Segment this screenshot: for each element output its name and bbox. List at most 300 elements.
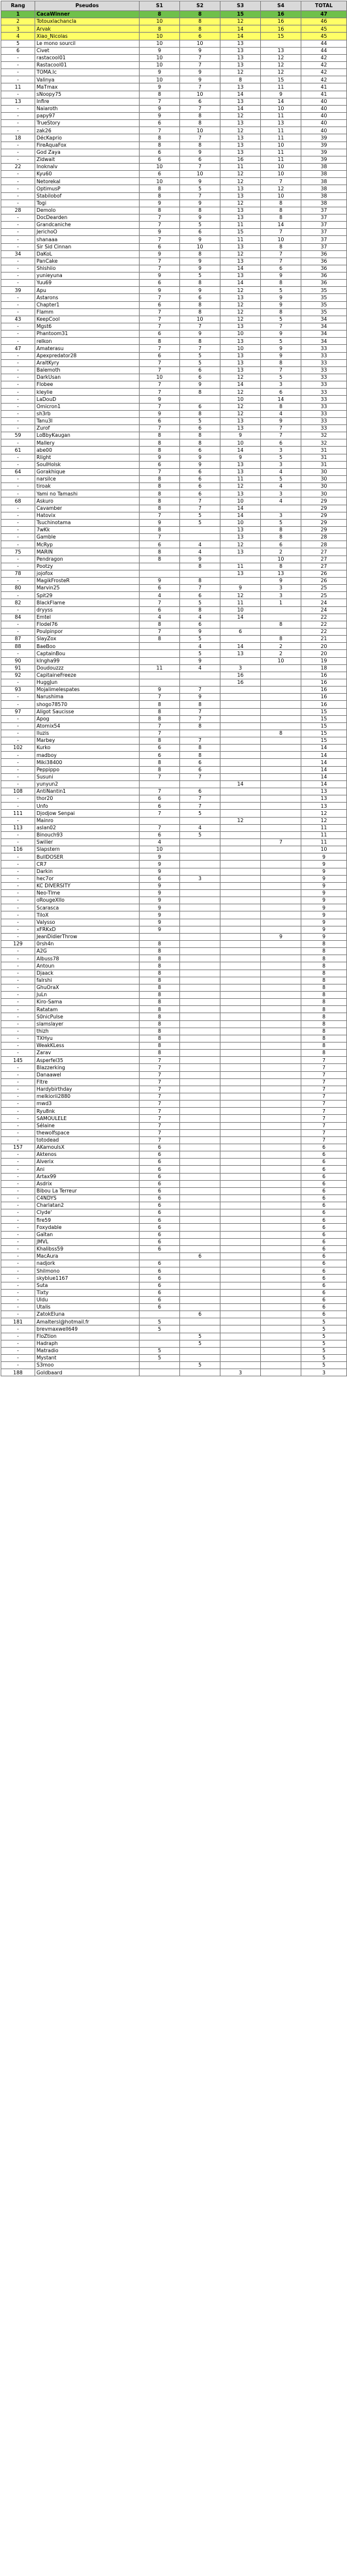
- rank-cell: -: [1, 1020, 35, 1028]
- table-row: [1, 76, 347, 83]
- s1-cell: 7: [140, 1108, 180, 1115]
- rank-cell: -: [1, 577, 35, 584]
- s1-cell: 10: [140, 54, 180, 61]
- rank-cell: -: [1, 243, 35, 250]
- rank-cell: -: [1, 120, 35, 127]
- total-cell: 15: [301, 715, 347, 722]
- s2-cell: 8: [180, 25, 220, 33]
- rank-cell: -: [1, 861, 35, 868]
- pseudo-cell: DocDearden: [35, 214, 140, 221]
- s3-cell: [220, 708, 261, 715]
- s1-cell: 8: [140, 1028, 180, 1035]
- s1-cell: 6: [140, 1231, 180, 1238]
- s2-cell: 8: [180, 432, 220, 439]
- s2-cell: 6: [180, 766, 220, 773]
- s1-cell: [140, 643, 180, 650]
- s2-cell: [180, 1296, 220, 1303]
- table-row: [1, 911, 347, 919]
- s1-cell: 6: [140, 1238, 180, 1245]
- s2-cell: 10: [180, 243, 220, 250]
- total-cell: 34: [301, 323, 347, 331]
- table-row: [1, 1064, 347, 1071]
- s3-cell: [220, 977, 261, 984]
- s3-cell: [220, 1028, 261, 1035]
- total-cell: 8: [301, 1020, 347, 1028]
- s1-cell: 9: [140, 577, 180, 584]
- s3-cell: [220, 577, 261, 584]
- table-row: [1, 657, 347, 664]
- s3-cell: [220, 752, 261, 759]
- total-cell: 33: [301, 389, 347, 396]
- rank-cell: -: [1, 1260, 35, 1267]
- s4-cell: [261, 1064, 301, 1071]
- s4-cell: 10: [261, 105, 301, 112]
- s2-cell: 6: [180, 468, 220, 475]
- table-row: [1, 91, 347, 98]
- pseudo-cell: Tanu3l: [35, 417, 140, 424]
- pseudo-cell: hec7or: [35, 875, 140, 882]
- s4-cell: 10: [261, 657, 301, 664]
- s3-cell: [220, 911, 261, 919]
- table-row: [1, 1318, 347, 1325]
- s1-cell: 8: [140, 759, 180, 766]
- rank-cell: -: [1, 1267, 35, 1275]
- s4-cell: 9: [261, 933, 301, 940]
- pseudo-cell: mwd3: [35, 1101, 140, 1108]
- s1-cell: 8: [140, 970, 180, 977]
- total-cell: 28: [301, 534, 347, 541]
- rank-cell: -: [1, 91, 35, 98]
- total-cell: 19: [301, 657, 347, 664]
- s4-cell: 12: [261, 54, 301, 61]
- rank-cell: 28: [1, 207, 35, 214]
- s1-cell: 8: [140, 737, 180, 745]
- rank-cell: -: [1, 69, 35, 76]
- table-row: [1, 534, 347, 541]
- table-row: [1, 439, 347, 447]
- s3-cell: 13: [220, 214, 261, 221]
- pseudo-cell: Pootzy: [35, 563, 140, 570]
- total-cell: 8: [301, 955, 347, 962]
- rank-cell: -: [1, 752, 35, 759]
- s3-cell: 10: [220, 345, 261, 352]
- total-cell: 12: [301, 817, 347, 824]
- s2-cell: [180, 1050, 220, 1057]
- s4-cell: 5: [261, 316, 301, 323]
- pseudo-cell: Susuni: [35, 773, 140, 780]
- total-cell: 30: [301, 490, 347, 497]
- rank-cell: 47: [1, 345, 35, 352]
- table-row: [1, 1304, 347, 1311]
- s4-cell: 7: [261, 178, 301, 185]
- table-row: [1, 141, 347, 149]
- s4-cell: 3: [261, 592, 301, 599]
- s2-cell: [180, 1304, 220, 1311]
- s3-cell: 11: [220, 563, 261, 570]
- s3-cell: [220, 1311, 261, 1318]
- s1-cell: 6: [140, 280, 180, 287]
- rank-cell: -: [1, 977, 35, 984]
- pseudo-cell: GhuOraX: [35, 984, 140, 991]
- total-cell: 38: [301, 171, 347, 178]
- total-cell: 33: [301, 410, 347, 417]
- s3-cell: 9: [220, 454, 261, 461]
- rank-cell: -: [1, 258, 35, 265]
- total-cell: 9: [301, 875, 347, 882]
- total-cell: 9: [301, 890, 347, 897]
- s2-cell: 6: [180, 476, 220, 483]
- rank-cell: -: [1, 185, 35, 192]
- rank-cell: 78: [1, 570, 35, 577]
- pseudo-cell: DarkUsan: [35, 374, 140, 381]
- s4-cell: [261, 1086, 301, 1093]
- s1-cell: 7: [140, 214, 180, 221]
- s4-cell: [261, 810, 301, 817]
- pseudo-cell: Netorekal: [35, 178, 140, 185]
- s3-cell: 13: [220, 258, 261, 265]
- s4-cell: [261, 904, 301, 911]
- rank-cell: -: [1, 417, 35, 424]
- pseudo-cell: Hatovix: [35, 512, 140, 519]
- s3-cell: 16: [220, 156, 261, 163]
- table-row: [1, 461, 347, 468]
- s2-cell: [180, 1275, 220, 1282]
- s1-cell: 7: [140, 1136, 180, 1144]
- pseudo-cell: Valysso: [35, 919, 140, 926]
- table-row: [1, 359, 347, 366]
- rank-cell: 1: [1, 11, 35, 18]
- total-cell: 6: [301, 1231, 347, 1238]
- s2-cell: [180, 868, 220, 875]
- s4-cell: [261, 1020, 301, 1028]
- table-row: [1, 1006, 347, 1013]
- s3-cell: [220, 1289, 261, 1296]
- total-cell: 39: [301, 156, 347, 163]
- s1-cell: 7: [140, 824, 180, 831]
- s4-cell: [261, 1093, 301, 1100]
- total-cell: 38: [301, 178, 347, 185]
- s4-cell: 3: [261, 461, 301, 468]
- s2-cell: [180, 1238, 220, 1245]
- s3-cell: [220, 1151, 261, 1159]
- s1-cell: 8: [140, 483, 180, 490]
- s4-cell: [261, 1325, 301, 1333]
- s2-cell: [180, 904, 220, 911]
- rank-cell: -: [1, 105, 35, 112]
- rank-cell: -: [1, 1129, 35, 1136]
- s3-cell: [220, 766, 261, 773]
- s2-cell: [180, 1209, 220, 1217]
- total-cell: 32: [301, 432, 347, 439]
- rank-cell: -: [1, 839, 35, 846]
- total-cell: 7: [301, 1129, 347, 1136]
- s4-cell: [261, 1311, 301, 1318]
- rank-cell: -: [1, 352, 35, 359]
- s3-cell: [220, 1013, 261, 1020]
- pseudo-cell: skyblue1167: [35, 1275, 140, 1282]
- pseudo-cell: Goldbaard: [35, 1369, 140, 1376]
- s2-cell: [180, 1064, 220, 1071]
- s3-cell: [220, 882, 261, 889]
- table-row: [1, 555, 347, 563]
- s3-cell: [220, 1355, 261, 1362]
- s3-cell: 10: [220, 331, 261, 338]
- s3-cell: 13: [220, 548, 261, 555]
- s1-cell: 9: [140, 47, 180, 54]
- s3-cell: 13: [220, 417, 261, 424]
- pseudo-cell: MacAura: [35, 1253, 140, 1260]
- s1-cell: 6: [140, 461, 180, 468]
- s1-cell: 7: [140, 788, 180, 795]
- pseudo-cell: C4NDYS: [35, 1194, 140, 1202]
- rank-cell: -: [1, 374, 35, 381]
- s1-cell: 9: [140, 112, 180, 119]
- table-row: [1, 265, 347, 272]
- table-row: [1, 425, 347, 432]
- s3-cell: 12: [220, 592, 261, 599]
- total-cell: 6: [301, 1289, 347, 1296]
- table-row: [1, 11, 347, 18]
- s4-cell: [261, 606, 301, 614]
- s1-cell: 8: [140, 766, 180, 773]
- s3-cell: [220, 868, 261, 875]
- s2-cell: [180, 853, 220, 861]
- s2-cell: 6: [180, 403, 220, 410]
- s3-cell: [220, 1093, 261, 1100]
- pseudo-cell: Miki38400: [35, 759, 140, 766]
- rank-cell: -: [1, 897, 35, 904]
- s1-cell: [140, 570, 180, 577]
- rank-cell: -: [1, 606, 35, 614]
- s2-cell: [180, 846, 220, 853]
- header-s3: S3: [220, 1, 261, 11]
- s4-cell: 3: [261, 490, 301, 497]
- pseudo-cell: TOMA.lc: [35, 69, 140, 76]
- table-row: [1, 120, 347, 127]
- rank-cell: 116: [1, 846, 35, 853]
- total-cell: 9: [301, 868, 347, 875]
- total-cell: 15: [301, 737, 347, 745]
- total-cell: 3: [301, 1369, 347, 1376]
- total-cell: 9: [301, 861, 347, 868]
- s1-cell: 7: [140, 1093, 180, 1100]
- table-row: [1, 447, 347, 454]
- table-row: [1, 381, 347, 389]
- total-cell: 6: [301, 1159, 347, 1166]
- total-cell: 6: [301, 1260, 347, 1267]
- table-row: [1, 1369, 347, 1376]
- s3-cell: 14: [220, 381, 261, 389]
- rank-cell: 43: [1, 316, 35, 323]
- total-cell: 24: [301, 599, 347, 606]
- s3-cell: [220, 810, 261, 817]
- s1-cell: 8: [140, 941, 180, 948]
- total-cell: 11: [301, 824, 347, 831]
- total-cell: 9: [301, 853, 347, 861]
- table-row: [1, 890, 347, 897]
- pseudo-cell: Khalibss59: [35, 1245, 140, 1252]
- total-cell: 34: [301, 316, 347, 323]
- table-row: [1, 163, 347, 170]
- s1-cell: 10: [140, 374, 180, 381]
- pseudo-cell: lluzis: [35, 730, 140, 737]
- rank-cell: -: [1, 178, 35, 185]
- s3-cell: [220, 1245, 261, 1252]
- rank-cell: -: [1, 1362, 35, 1369]
- s4-cell: [261, 1267, 301, 1275]
- s4-cell: 6: [261, 439, 301, 447]
- s3-cell: 12: [220, 403, 261, 410]
- s2-cell: 7: [180, 795, 220, 803]
- pseudo-cell: Omicron1: [35, 403, 140, 410]
- rank-cell: -: [1, 919, 35, 926]
- s1-cell: 8: [140, 948, 180, 955]
- s1-cell: 8: [140, 432, 180, 439]
- table-row: [1, 1057, 347, 1064]
- table-row: [1, 40, 347, 47]
- pseudo-cell: Unfo: [35, 803, 140, 810]
- total-cell: 32: [301, 439, 347, 447]
- rank-cell: -: [1, 715, 35, 722]
- pseudo-cell: Civet: [35, 47, 140, 54]
- pseudo-cell: Scarasca: [35, 904, 140, 911]
- s4-cell: 8: [261, 526, 301, 533]
- s1-cell: 6: [140, 1260, 180, 1267]
- s3-cell: [220, 904, 261, 911]
- total-cell: 9: [301, 933, 347, 940]
- pseudo-cell: KC DIVERSITY: [35, 882, 140, 889]
- pseudo-cell: Tsuchinotama: [35, 519, 140, 526]
- s1-cell: 7: [140, 468, 180, 475]
- s4-cell: [261, 1296, 301, 1303]
- s2-cell: [180, 1245, 220, 1252]
- pseudo-cell: Neo-Tlme: [35, 890, 140, 897]
- s4-cell: 8: [261, 308, 301, 316]
- total-cell: 8: [301, 1042, 347, 1049]
- total-cell: 8: [301, 948, 347, 955]
- s4-cell: 8: [261, 621, 301, 628]
- s1-cell: 10: [140, 178, 180, 185]
- s1-cell: 7: [140, 628, 180, 635]
- s3-cell: 12: [220, 178, 261, 185]
- s4-cell: 6: [261, 541, 301, 548]
- s2-cell: 7: [180, 773, 220, 780]
- total-cell: 8: [301, 1035, 347, 1042]
- s3-cell: 3: [220, 664, 261, 672]
- s2-cell: [180, 911, 220, 919]
- s2-cell: [180, 1115, 220, 1122]
- pseudo-cell: Arvak: [35, 25, 140, 33]
- total-cell: 13: [301, 795, 347, 803]
- s1-cell: 8: [140, 636, 180, 643]
- rank-cell: -: [1, 911, 35, 919]
- total-cell: 6: [301, 1253, 347, 1260]
- table-row: [1, 1333, 347, 1340]
- s2-cell: 4: [180, 548, 220, 555]
- total-cell: 9: [301, 926, 347, 933]
- total-cell: 8: [301, 970, 347, 977]
- s2-cell: 8: [180, 752, 220, 759]
- rank-cell: -: [1, 1050, 35, 1057]
- s1-cell: 6: [140, 606, 180, 614]
- rank-cell: -: [1, 490, 35, 497]
- total-cell: 14: [301, 759, 347, 766]
- table-row: [1, 999, 347, 1006]
- total-cell: 6: [301, 1275, 347, 1282]
- table-row: [1, 752, 347, 759]
- table-row: [1, 323, 347, 331]
- s4-cell: 6: [261, 389, 301, 396]
- s4-cell: [261, 1129, 301, 1136]
- s2-cell: 7: [180, 134, 220, 141]
- pseudo-cell: Aktenos: [35, 1151, 140, 1159]
- rank-cell: 90: [1, 657, 35, 664]
- header-row: [1, 1, 347, 11]
- s1-cell: 7: [140, 308, 180, 316]
- rank-cell: 129: [1, 941, 35, 948]
- table-row: [1, 1042, 347, 1049]
- s2-cell: 6: [180, 294, 220, 301]
- s2-cell: [180, 1020, 220, 1028]
- table-row: [1, 1245, 347, 1252]
- rank-cell: 3: [1, 25, 35, 33]
- rank-cell: -: [1, 1013, 35, 1020]
- s1-cell: [140, 933, 180, 940]
- s1-cell: 7: [140, 425, 180, 432]
- pseudo-cell: reIkon: [35, 338, 140, 345]
- s3-cell: [220, 1144, 261, 1151]
- rank-cell: -: [1, 817, 35, 824]
- s4-cell: [261, 1347, 301, 1354]
- s4-cell: 8: [261, 214, 301, 221]
- s2-cell: [180, 1347, 220, 1354]
- rank-cell: -: [1, 1042, 35, 1049]
- s4-cell: [261, 1231, 301, 1238]
- s4-cell: [261, 687, 301, 694]
- table-row: [1, 200, 347, 207]
- s3-cell: [220, 1035, 261, 1042]
- table-row: [1, 1347, 347, 1354]
- s4-cell: 2: [261, 643, 301, 650]
- pseudo-cell: McRyp: [35, 541, 140, 548]
- pseudo-cell: fire59: [35, 1217, 140, 1224]
- s4-cell: 8: [261, 207, 301, 214]
- s3-cell: [220, 991, 261, 998]
- total-cell: 37: [301, 236, 347, 243]
- s4-cell: 5: [261, 454, 301, 461]
- pseudo-cell: Marvin25: [35, 585, 140, 592]
- s2-cell: 7: [180, 737, 220, 745]
- pseudo-cell: rastacool01: [35, 54, 140, 61]
- s1-cell: 6: [140, 1166, 180, 1173]
- s4-cell: 12: [261, 61, 301, 68]
- pseudo-cell: Binouch93: [35, 831, 140, 838]
- s1-cell: 4: [140, 839, 180, 846]
- s4-cell: [261, 1180, 301, 1187]
- table-row: [1, 1231, 347, 1238]
- pseudo-cell: xFRKxD: [35, 926, 140, 933]
- total-cell: 8: [301, 941, 347, 948]
- s4-cell: [261, 970, 301, 977]
- rank-cell: -: [1, 229, 35, 236]
- table-row: [1, 47, 347, 54]
- pseudo-cell: TXHyu: [35, 1035, 140, 1042]
- s3-cell: [220, 730, 261, 737]
- header-s4: S4: [261, 1, 301, 11]
- table-row: [1, 1340, 347, 1347]
- s3-cell: 13: [220, 54, 261, 61]
- rank-cell: -: [1, 853, 35, 861]
